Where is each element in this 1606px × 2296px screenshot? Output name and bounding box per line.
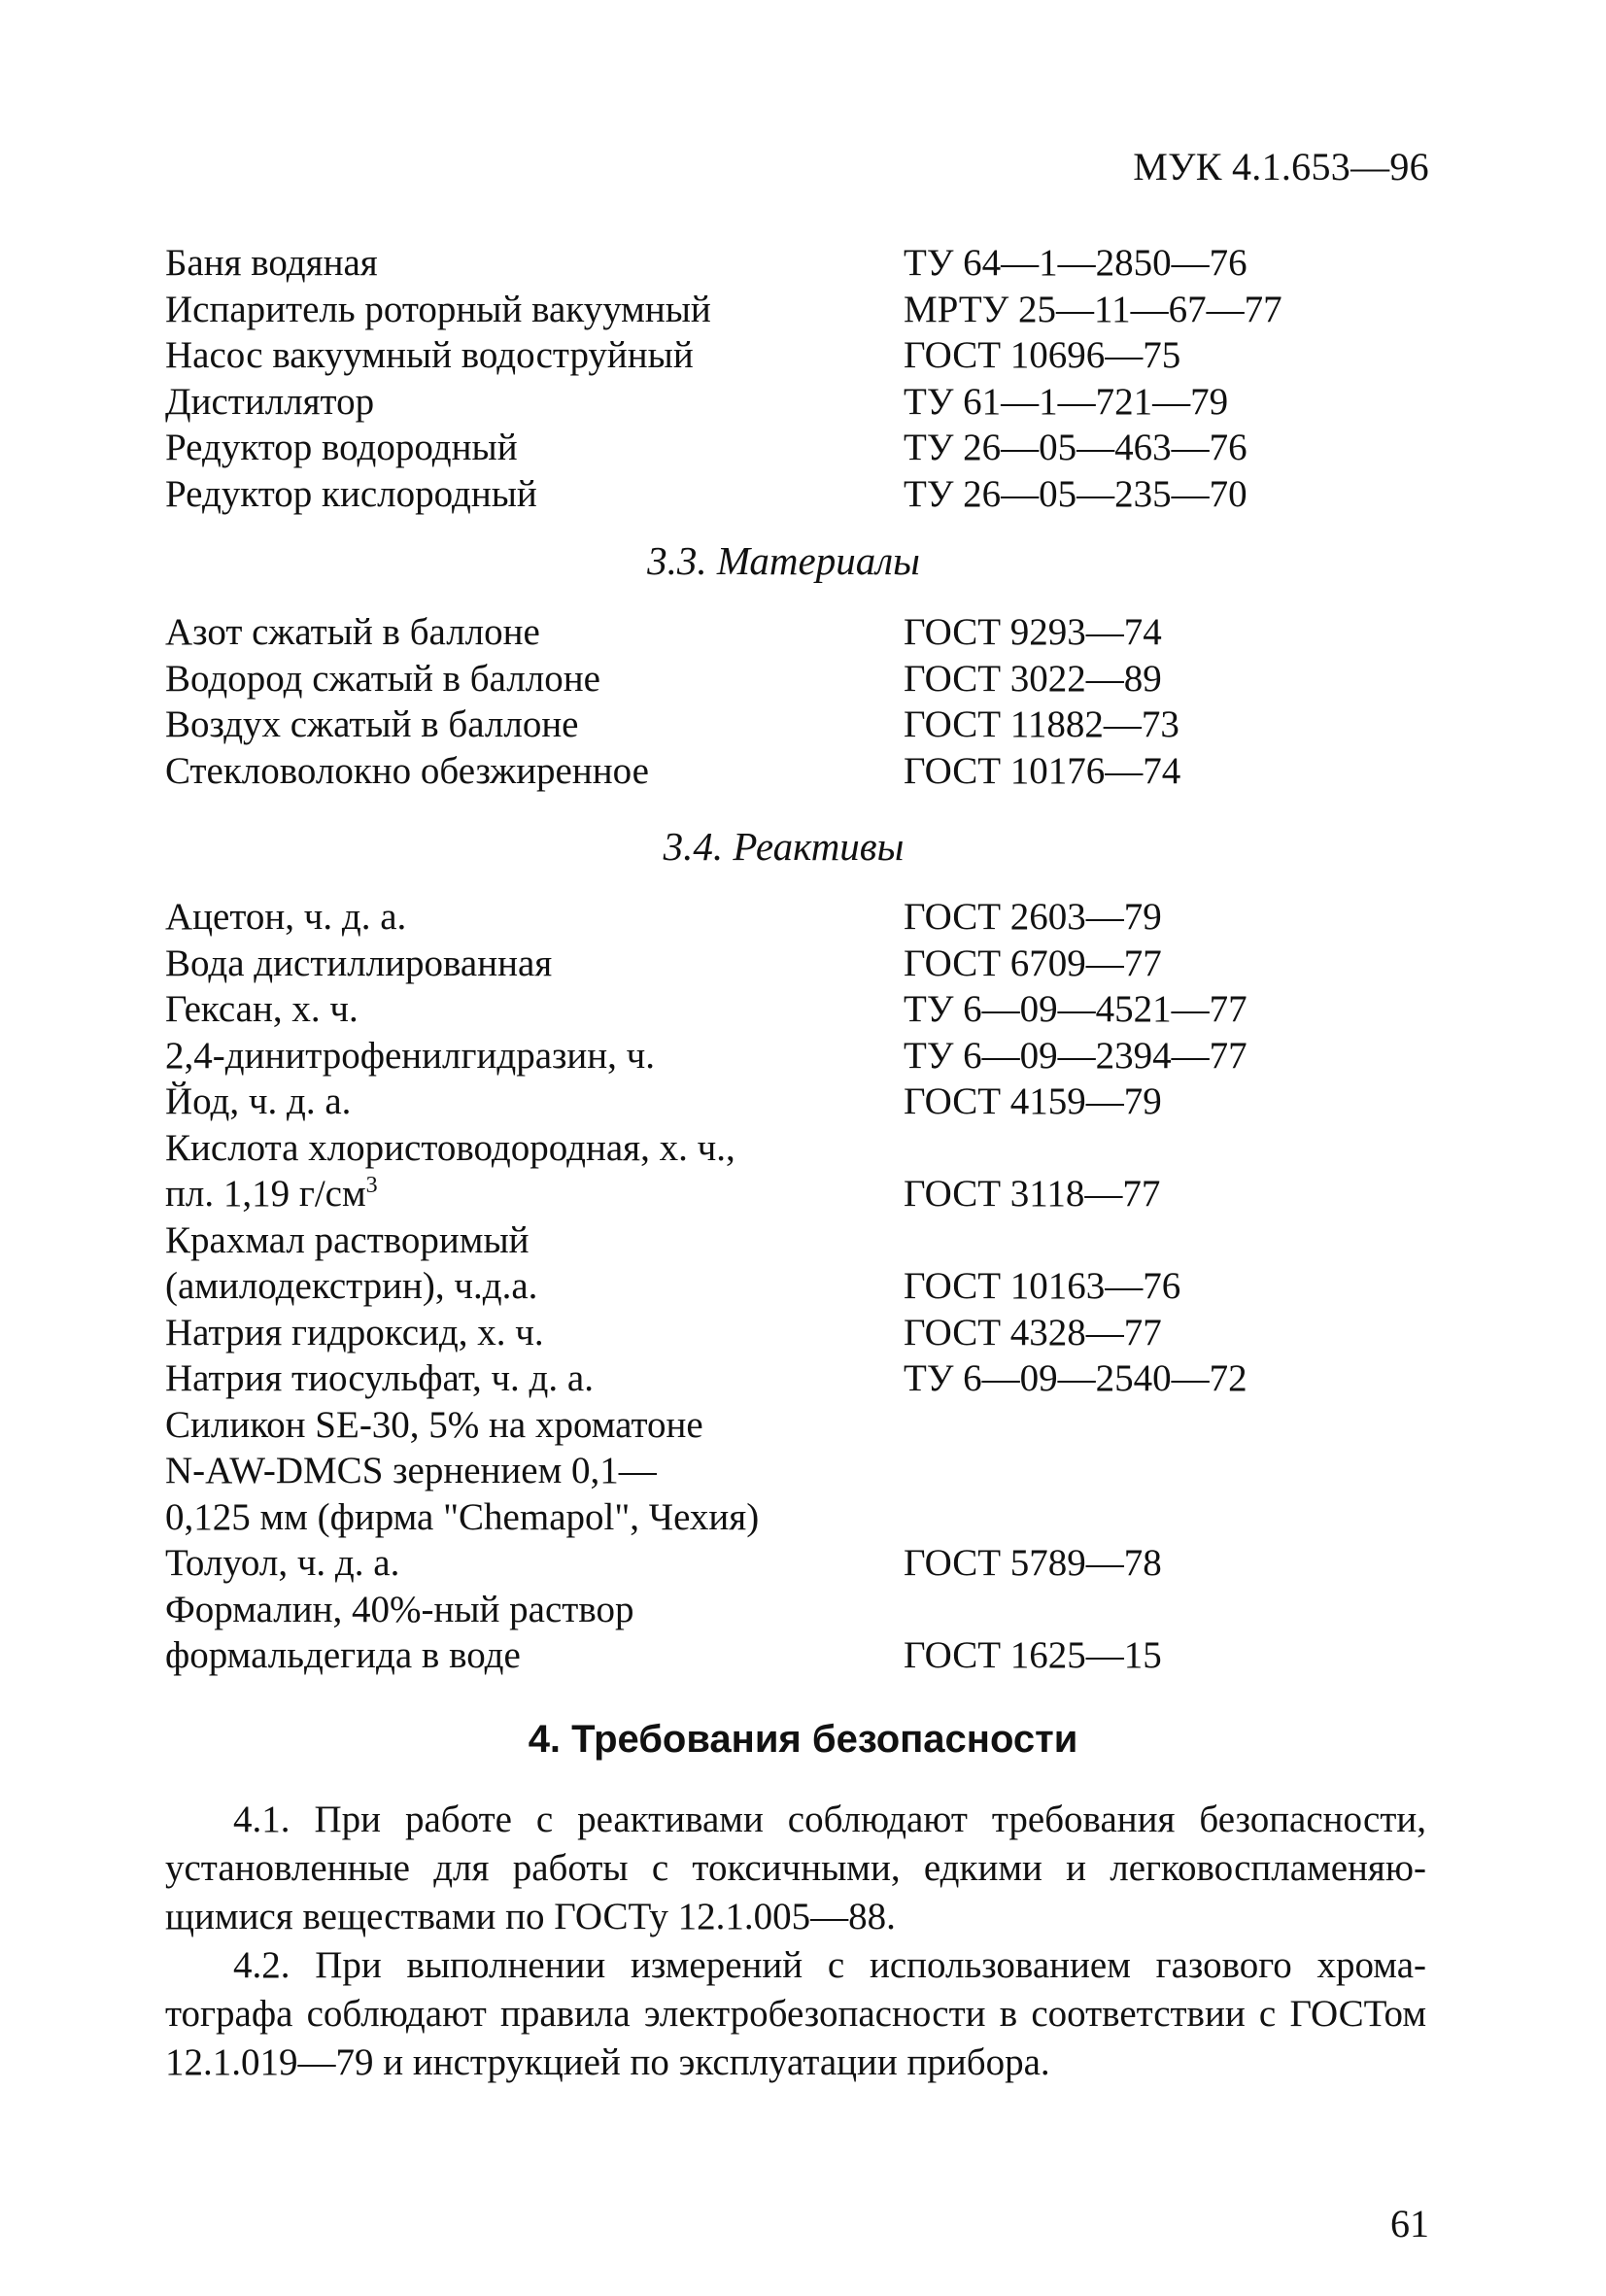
list-item (165, 332, 1428, 379)
item-name: Гексан, х. ч. (165, 988, 359, 1030)
list-item (165, 425, 1428, 471)
item-standard: ТУ 6—09—4521—77 (904, 988, 1247, 1030)
paragraph-4-2: 4.2. При выполнении измерений с использованием газового хрома-тографа соблюдают правила электробезопасности в соответствии с ГОСТом 12.1.019—79 и инструкцией по эксплуатации прибора. (165, 1944, 1426, 2083)
materials-list (165, 609, 1428, 794)
item-standard: ТУ 26—05—463—76 (904, 427, 1247, 468)
list-item (165, 1079, 1428, 1125)
materials-heading: 3.3. Материалы (647, 538, 920, 583)
list-item (165, 1310, 1428, 1356)
item-name: Ацетон, ч. д. а. (165, 896, 407, 938)
equipment-list (165, 240, 1428, 517)
item-standard: ГОСТ 4159—79 (904, 1080, 1162, 1122)
list-item (165, 1355, 1428, 1402)
list-item (165, 379, 1428, 426)
item-name: Редуктор водородный (165, 427, 518, 468)
item-name: пл. 1,19 $г/см^3$ (165, 1173, 378, 1215)
list-item (165, 894, 1428, 941)
list-item (165, 1632, 1428, 1679)
item-name: (амилодекстрин), ч.д.а. (165, 1265, 538, 1307)
list-item (165, 1402, 1428, 1449)
item-name: Вода дистиллированная (165, 942, 553, 984)
item-name: 2,4-динитрофенилгидразин, ч. (165, 1034, 656, 1077)
list-item (165, 656, 1428, 703)
item-name: 0,125 мм (фирма "Chemapol", Чехия) (165, 1495, 760, 1538)
document-code-header: МУК 4.1.653—96 (1133, 145, 1429, 188)
item-name: Испаритель роторный вакуумный (165, 288, 711, 330)
list-item (165, 702, 1428, 748)
item-standard: ГОСТ 6709—77 (904, 942, 1162, 984)
item-name: Дистиллятор (165, 380, 375, 423)
item-standard: ТУ 6—09—2540—72 (904, 1357, 1247, 1399)
item-standard: ТУ 64—1—2850—76 (904, 242, 1247, 284)
item-standard: ТУ 6—09—2394—77 (904, 1034, 1247, 1077)
item-name: Насос вакуумный водоструйный (165, 334, 694, 376)
list-item (165, 986, 1428, 1033)
list-item (165, 1540, 1428, 1587)
item-name: Водород сжатый в баллоне (165, 657, 600, 700)
item-standard: ГОСТ 4328—77 (904, 1311, 1162, 1354)
paragraph-4-1: 4.1. При работе с реактивами соблюдают требования безопасности, установленные для работы с токсичными, едкими и легковоспламеняю-щимися веществами по ГОСТу 12.1.005—88. (165, 1799, 1426, 1937)
item-name: Стекловолокно обезжиренное (165, 749, 649, 792)
item-standard: ТУ 26—05—235—70 (904, 472, 1247, 515)
item-standard: ГОСТ 10163—76 (904, 1265, 1181, 1307)
item-standard: ГОСТ 5789—78 (904, 1542, 1162, 1584)
item-name: Натрия гидроксид, х. ч. (165, 1311, 544, 1354)
list-item (165, 471, 1428, 518)
list-item (165, 609, 1428, 656)
item-standard: МРТУ 25—11—67—77 (904, 288, 1282, 330)
list-item (165, 1217, 1428, 1264)
list-item (165, 1448, 1428, 1494)
item-standard: ГОСТ 2603—79 (904, 896, 1162, 938)
item-standard: ГОСТ 3022—89 (904, 657, 1162, 700)
list-item (165, 1494, 1428, 1541)
list-item (165, 1033, 1428, 1079)
list-item (165, 1263, 1428, 1310)
superscript-3: 3 (365, 1173, 378, 1198)
item-name: Натрия тиосульфат, ч. д. а. (165, 1357, 594, 1399)
list-item (165, 287, 1428, 333)
item-name: Формалин, 40%-ный раствор (165, 1588, 634, 1630)
reagents-heading: 3.4. Реактивы (663, 824, 905, 869)
list-item (165, 748, 1428, 795)
item-name: Баня водяная (165, 242, 378, 284)
reagents-list (165, 894, 1428, 1679)
section-title: 4. Требования безопасности (528, 1718, 1078, 1761)
item-name: Йод, ч. д. а. (165, 1080, 352, 1122)
item-standard: ГОСТ 9293—74 (904, 611, 1162, 653)
list-item (165, 1125, 1428, 1172)
item-name: Азот сжатый в баллоне (165, 611, 540, 653)
item-standard: ТУ 61—1—721—79 (904, 380, 1229, 423)
list-item (165, 1171, 1428, 1217)
item-name: Кислота хлористоводородная, х. ч., (165, 1126, 735, 1169)
item-name: формальдегида в воде (165, 1634, 521, 1676)
item-name: Силикон SE-30, 5% на хроматоне (165, 1403, 703, 1446)
item-standard: ГОСТ 11882—73 (904, 703, 1179, 745)
item-name: Редуктор кислородный (165, 472, 537, 515)
list-item (165, 1587, 1428, 1633)
item-name: Крахмал растворимый (165, 1218, 530, 1261)
item-standard: ГОСТ 1625—15 (904, 1634, 1162, 1676)
list-item (165, 240, 1428, 287)
item-standard: ГОСТ 10696—75 (904, 334, 1181, 376)
list-item (165, 941, 1428, 987)
item-name: Толуол, ч. д. а. (165, 1542, 400, 1584)
page-number: 61 (1390, 2202, 1429, 2245)
item-name: Воздух сжатый в баллоне (165, 703, 579, 745)
item-standard: ГОСТ 3118—77 (904, 1173, 1161, 1215)
item-standard: ГОСТ 10176—74 (904, 749, 1181, 792)
item-name: N-AW-DMCS зернением 0,1— (165, 1450, 657, 1491)
